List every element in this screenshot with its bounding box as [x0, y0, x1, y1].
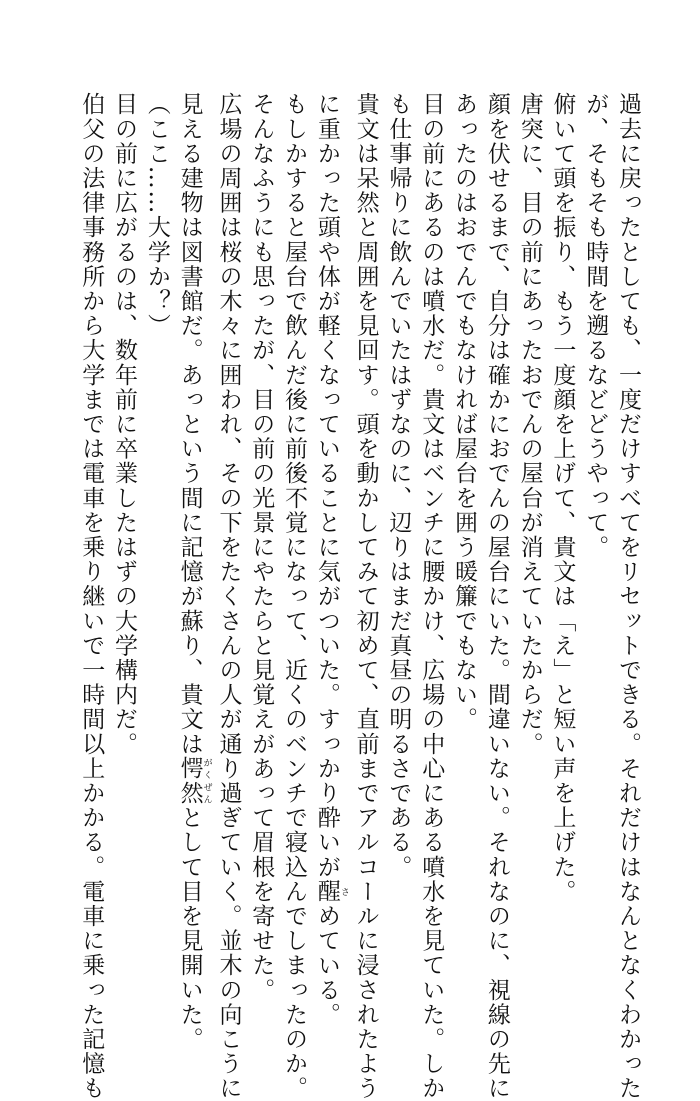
text-line-4: 唐突に、目の前にあったおでんの屋台が消えていたからだ。: [516, 92, 543, 757]
text-line-5: 顔を伏せるまで、自分は確かにおでんの屋台にいた。間違いない。それなのに、視線の先に: [483, 92, 510, 1101]
text-line-13: 広場の周囲は桜の木々に囲われ、その下をたくさんの人が通り過ぎていく。並木の向こうに: [215, 92, 242, 1101]
text-line-10-main: に重かった頭や体が軽くなっていることに気がついた。すっかり酔いが: [313, 92, 340, 880]
ruby-gakuzen-reading: がくぜん: [201, 756, 212, 806]
text-line-7: 目の前にあるのは噴水だ。貴文はベンチに腰かけ、広場の中心にある噴水を見ていた。しか: [418, 92, 445, 1101]
text-line-2: が、そもそも時間を遡るなどどうやって。: [582, 92, 609, 560]
text-line-11: もしかすると屋台で飲んだ後に前後不覚になって、近くのベンチで寝込んでしまったのか。: [281, 92, 308, 1101]
text-line-8: も仕事帰りに飲んでいたはずなのに、辺りはまだ真昼の明るさである。: [385, 92, 412, 880]
text-line-14-main: 見える建物は図書館だ。あっという間に記憶が蘇り、貴文は: [176, 92, 203, 757]
text-line-16: 目の前に広がるのは、数年前に卒業したはずの大学構内だ。: [111, 92, 138, 757]
text-line-12: そんなふうにも思ったが、目の前の光景にやたらと見覚えがあって眉根を寄せた。: [248, 92, 275, 1003]
text-line-14: [173, 92, 212, 1052]
text-line-9: 貴文は呆然と周囲を見回す。頭を動かしてみて初めて、直前までアルコールに浸されたよう: [352, 92, 379, 1101]
body-text: [74, 92, 644, 1101]
ruby-samete: [313, 879, 349, 904]
ruby-samete-base: 醒: [313, 879, 340, 904]
text-line-1: 過去に戻ったとしても、一度だけすべてをリセットできる。それだけはなんとなくわかった: [615, 92, 641, 1101]
ruby-samete-reading: さ: [338, 879, 349, 904]
ruby-gakuzen-base: 愕然: [176, 756, 203, 806]
text-line-3: 俯いて頭を振り、もう一度顔を上げて、貴文は「え」と短い声を上げた。: [549, 92, 576, 904]
text-line-17: 伯父の法律事務所から大学までは電車を乗り継いで一時間以上かかる。電車に乗った記憶も: [78, 92, 105, 1101]
text-line-15: （ここ……大学か？）: [143, 92, 170, 338]
text-line-6: あったのはおでんでもなければ屋台を囲う暖簾でもない。: [451, 92, 478, 732]
text-line-10-tail: めている。: [313, 903, 340, 1027]
ruby-gakuzen: [176, 756, 212, 806]
text-line-10: [310, 92, 349, 1027]
text-line-14-tail: として目を見開いた。: [176, 805, 203, 1052]
